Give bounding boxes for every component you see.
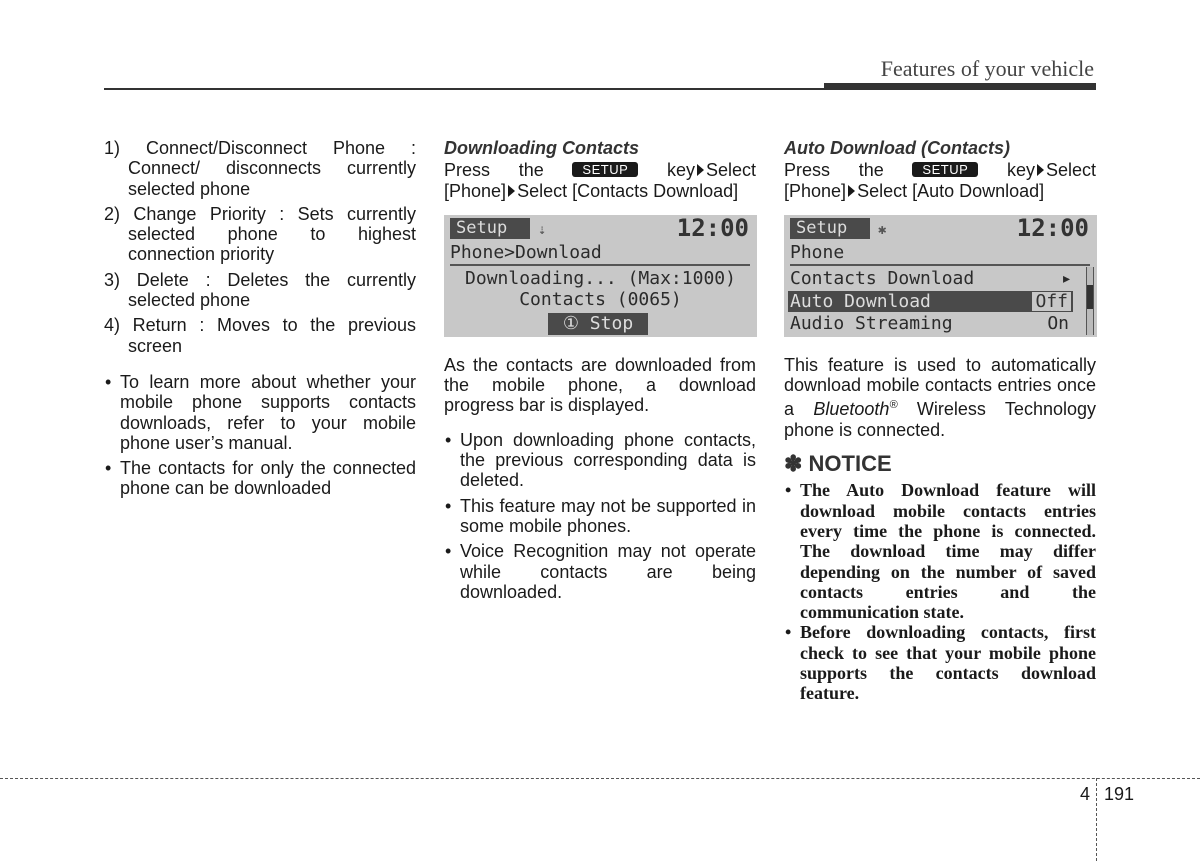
paragraph-text: This feature is used to automatically download mobile contacts entries once a (784, 354, 1096, 420)
menu-item-contacts-download[interactable] (788, 268, 1086, 289)
section-title: Auto Download (Contacts) (784, 138, 1010, 158)
screen-clock: 12:00 (1016, 214, 1089, 242)
download-icon: ⇣ (538, 221, 547, 238)
scrollbar[interactable] (1086, 267, 1094, 335)
header-rule-accent (824, 83, 1096, 90)
instruction-line (444, 181, 756, 201)
instruction-text: Select [Contacts Download] (517, 180, 739, 201)
screen-count: Contacts (0065) (519, 288, 682, 310)
screen-header: Phone (790, 241, 845, 263)
chapter-number: 4 (1080, 784, 1091, 804)
phone-settings-screen (784, 215, 1097, 337)
menu-item-value: Off (1032, 292, 1071, 311)
list-item: 1) Connect/Disconnect Phone : Connect/ disconnects currently selected phone (104, 138, 416, 199)
bluetooth-term: Bluetooth (813, 399, 890, 420)
setup-key-badge: SETUP (572, 162, 638, 177)
list-item: • The contacts for only the connected phone can be downloaded (104, 458, 416, 499)
download-screen (444, 215, 757, 337)
list-item: • Voice Recognition may not operate while contacts are being downloaded. (444, 541, 756, 602)
arrow-right-icon (1037, 164, 1044, 176)
column-3 (784, 138, 1096, 704)
paragraph (784, 355, 1096, 440)
arrow-right-icon (697, 164, 704, 176)
menu-item-audio-streaming[interactable] (788, 313, 1073, 334)
chevron-right-icon: ▸ (1061, 267, 1072, 289)
paragraph: As the contacts are downloaded from the mobile phone, a download progress bar is displayed. (444, 354, 756, 416)
column-2 (444, 138, 756, 607)
menu-item-label: Auto Download (790, 290, 931, 312)
page-header-title: Features of your vehicle (880, 56, 1094, 81)
instruction-text: Press the (784, 160, 884, 181)
instruction-text: Select (705, 160, 756, 181)
list-item: • To learn more about whether your mobile phone supports contacts downloads, refer to your mobile phone user’s manual. (104, 372, 416, 453)
screen-clock: 12:00 (676, 214, 749, 242)
arrow-right-icon (508, 185, 515, 197)
instruction-text: key (666, 160, 695, 181)
instruction-text: [Phone] (784, 180, 847, 201)
instruction-text: key (1006, 160, 1035, 181)
stop-button[interactable]: ① Stop (548, 313, 648, 335)
notice-item: • Before downloading contacts, first check to see that your mobile phone supports the contacts download feature. (784, 622, 1096, 703)
bullet-list (104, 372, 416, 499)
screen-breadcrumb: Phone>Download (450, 241, 602, 263)
scrollbar-thumb[interactable] (1087, 285, 1093, 309)
menu-item-label: Contacts Download (790, 267, 975, 289)
section-title: Downloading Contacts (444, 138, 639, 158)
screen-divider (790, 264, 1090, 266)
screen-divider (450, 264, 750, 266)
notice-item: • The Auto Download feature will download mobile contacts entries every time the phone is connected. The download time may differ depending on the number of saved contacts entries and the communication state. (784, 480, 1096, 622)
instruction-text: Press the (444, 160, 544, 181)
numbered-list (104, 138, 416, 356)
notice-list (784, 480, 1096, 703)
instruction-line (784, 160, 1096, 180)
footer-divider (1096, 778, 1097, 861)
instruction-text: Select (1045, 160, 1096, 181)
screen-tab: Setup (450, 218, 530, 239)
instruction-text: [Phone] (444, 180, 507, 201)
list-item: 4) Return : Moves to the previous screen (104, 315, 416, 356)
arrow-right-icon (848, 185, 855, 197)
instruction-line (784, 181, 1096, 201)
list-item: 2) Change Priority : Sets currently selected phone to highest connection priority (104, 203, 416, 265)
menu-item-label: Audio Streaming (790, 312, 953, 334)
list-item: • Upon downloading phone contacts, the previous corresponding data is deleted. (444, 430, 756, 491)
registered-mark: ® (889, 399, 898, 412)
menu-item-value: On (1047, 312, 1069, 334)
paragraph-text: Wireless Technology phone is connected. (784, 399, 1096, 440)
notice-title: ✽ NOTICE (784, 451, 892, 477)
setup-key-badge: SETUP (912, 162, 978, 177)
bluetooth-icon: ✱ (878, 221, 887, 238)
footer-rule (0, 778, 1200, 779)
instruction-line (444, 160, 756, 180)
screen-status: Downloading... (Max:1000) (465, 267, 736, 289)
column-1 (104, 138, 416, 504)
menu-item-auto-download[interactable] (788, 291, 1073, 312)
list-item: 3) Delete : Deletes the currently selected phone (104, 269, 416, 311)
bullet-list (444, 430, 756, 602)
screen-tab: Setup (790, 218, 870, 239)
page-number: 191 (1104, 784, 1135, 804)
list-item: • This feature may not be supported in some mobile phones. (444, 496, 756, 537)
instruction-text: Select [Auto Download] (857, 180, 1045, 201)
